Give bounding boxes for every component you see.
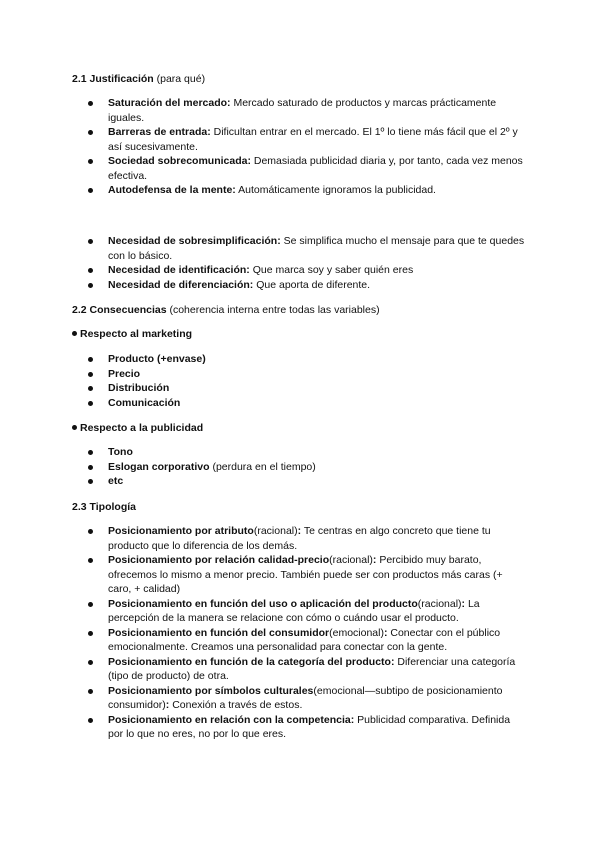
bullet-icon — [88, 558, 93, 563]
bullet-icon — [88, 101, 93, 106]
list-item: Posicionamiento por símbolos culturales(emocional—subtipo de posicionamiento consumidor): Conexión a través de estos. — [88, 684, 528, 713]
list-item: Posicionamiento en relación con la competencia: Publicidad comparativa. Definida por lo que no eres, no por lo que eres. — [88, 713, 528, 742]
bullet-icon — [88, 159, 93, 164]
list-item: Sociedad sobrecomunicada: Demasiada publicidad diaria y, por tanto, cada vez menos efectiva. — [88, 154, 528, 183]
publicidad-list — [88, 445, 528, 489]
bullet-icon — [88, 602, 93, 607]
list-item: Necesidad de sobresimplificación: Se simplifica mucho el mensaje para que te quedes con lo básico. — [88, 234, 528, 263]
bullet-icon — [88, 268, 93, 273]
list-item: Posicionamiento por atributo(racional): Te centras en algo concreto que tiene tu producto que lo diferencia de los demás. — [88, 524, 528, 553]
justificacion-list-2 — [88, 234, 528, 292]
bullet-icon — [88, 479, 93, 484]
bullet-icon — [88, 372, 93, 377]
list-item: Necesidad de diferenciación: Que aporta de diferente. — [88, 278, 528, 293]
bullet-icon — [88, 130, 93, 135]
list-item: Precio — [88, 367, 528, 382]
section-heading-tipologia: 2.3 Tipología — [72, 501, 136, 513]
list-item: Producto (+envase) — [88, 352, 528, 367]
list-item: Necesidad de identificación: Que marca soy y saber quién eres — [88, 263, 528, 278]
bullet-icon — [72, 425, 77, 430]
bullet-icon — [88, 450, 93, 455]
section-heading-justificacion: 2.1 Justificación (para qué) — [72, 73, 206, 85]
section-heading-consecuencias: 2.2 Consecuencias (coherencia interna entre todas las variables) — [72, 304, 380, 316]
list-item: Eslogan corporativo (perdura en el tiempo) — [88, 460, 528, 475]
list-item: Distribución — [88, 381, 528, 396]
bullet-icon — [88, 283, 93, 288]
marketing-list — [88, 352, 528, 410]
list-item: etc — [88, 474, 528, 489]
bullet-icon — [88, 188, 93, 193]
list-item: Autodefensa de la mente: Automáticamente ignoramos la publicidad. — [88, 183, 528, 198]
list-item: Tono — [88, 445, 528, 460]
bullet-icon — [88, 357, 93, 362]
list-item: Posicionamiento por relación calidad-precio(racional): Percibido muy barato, ofrecemos lo mismo a menor precio. También puede ser con productos más caras (+ caro, + calidad) — [88, 553, 528, 597]
tipologia-list — [88, 524, 528, 742]
bullet-icon — [88, 401, 93, 406]
list-item: Saturación del mercado: Mercado saturado de productos y marcas prácticamente iguales. — [88, 96, 528, 125]
bullet-icon — [88, 631, 93, 636]
subheading-publicidad: Respecto a la publicidad — [72, 421, 203, 435]
list-item: Posicionamiento en función del consumidor(emocional): Conectar con el público emocionalmente. Creamos una personalidad para conectar con la gente. — [88, 626, 528, 655]
subheading-marketing: Respecto al marketing — [72, 327, 192, 341]
bullet-icon — [88, 465, 93, 470]
list-item: Barreras de entrada: Dificultan entrar en el mercado. El 1º lo tiene más fácil que el 2º y así sucesivamente. — [88, 125, 528, 154]
list-item: Posicionamiento en función del uso o aplicación del producto(racional): La percepción de la manera se relacione con cómo o cuándo usar el producto. — [88, 597, 528, 626]
bullet-icon — [88, 689, 93, 694]
bullet-icon — [72, 331, 77, 336]
bullet-icon — [88, 718, 93, 723]
bullet-icon — [88, 529, 93, 534]
list-item: Posicionamiento en función de la categoría del producto: Diferenciar una categoría (tipo de producto) de otra. — [88, 655, 528, 684]
list-item: Comunicación — [88, 396, 528, 411]
justificacion-list-1 — [88, 96, 528, 198]
bullet-icon — [88, 239, 93, 244]
bullet-icon — [88, 386, 93, 391]
bullet-icon — [88, 660, 93, 665]
